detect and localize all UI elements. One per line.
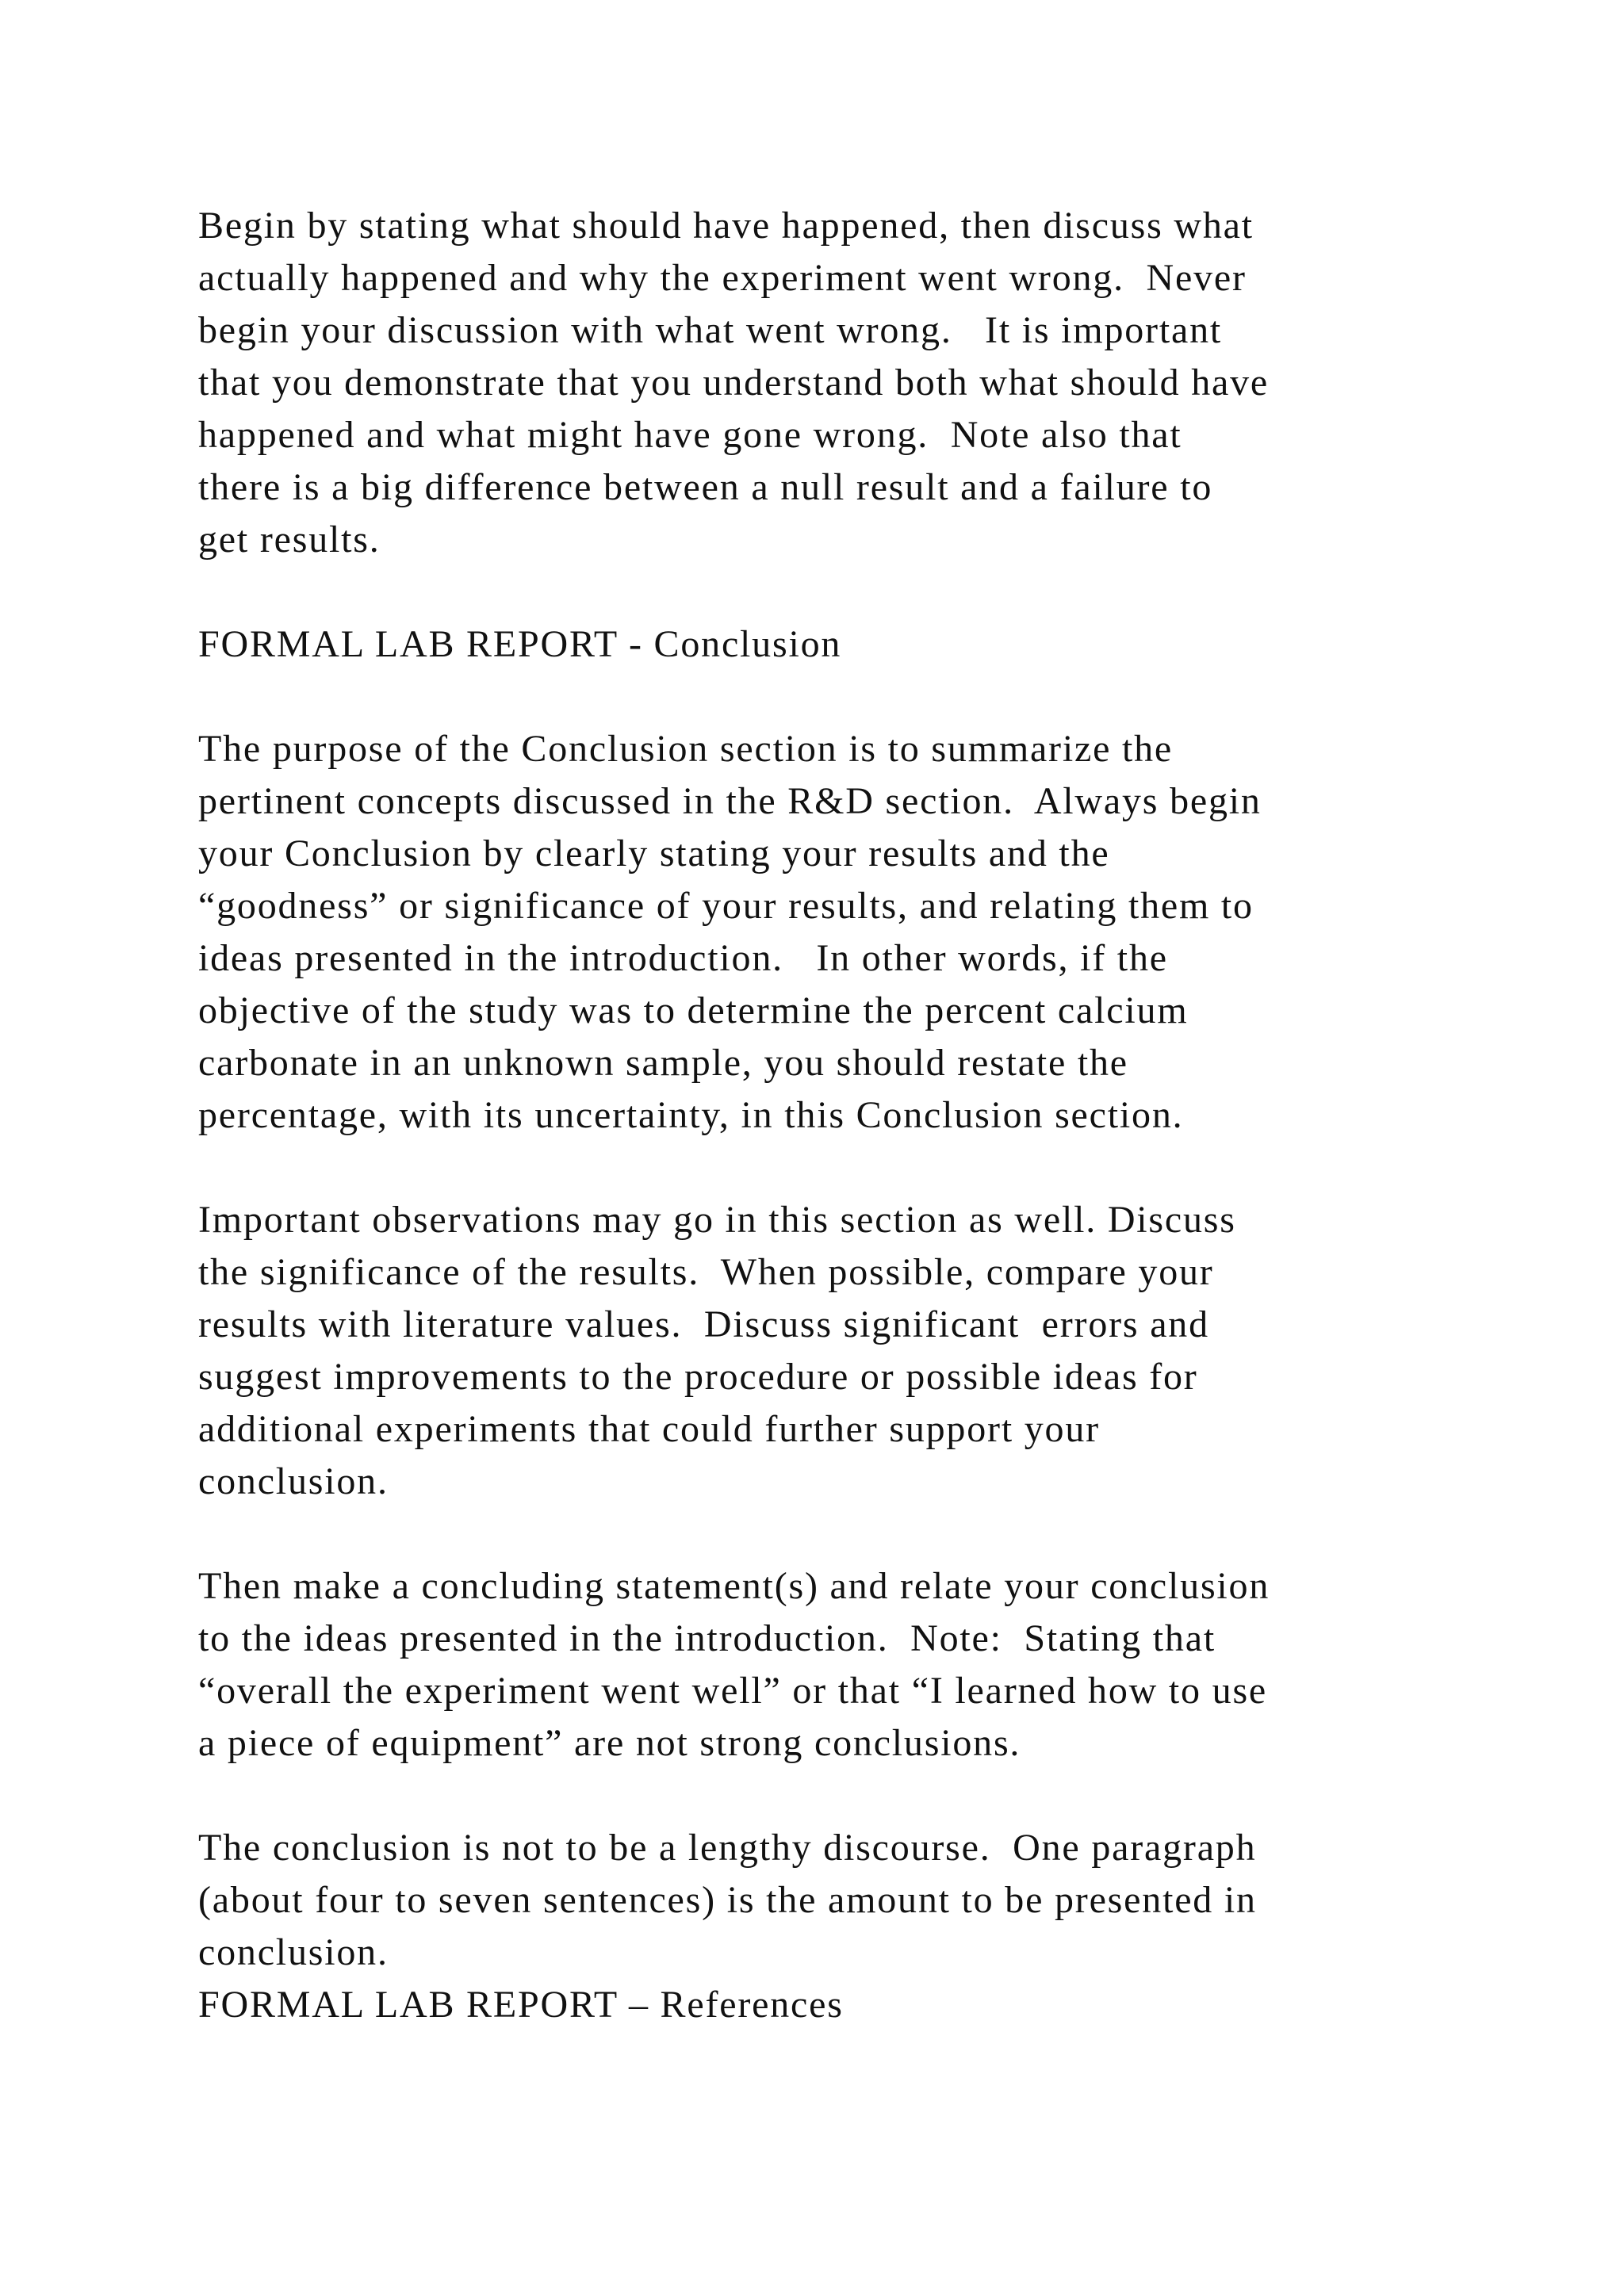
paragraph-spacer xyxy=(198,1770,1507,1822)
paragraph-line: to the ideas presented in the introduction. Note: Stating that xyxy=(198,1617,1216,1659)
paragraph-observations xyxy=(198,1194,1507,1508)
paragraph-line: percentage, with its uncertainty, in this Conclusion section. xyxy=(198,1094,1184,1136)
document-body xyxy=(198,200,1507,2031)
section-heading-conclusion: FORMAL LAB REPORT - Conclusion xyxy=(198,623,842,665)
section-heading-references: FORMAL LAB REPORT – References xyxy=(198,1984,844,2026)
paragraph-line: “goodness” or significance of your results, and relating them to xyxy=(198,885,1254,927)
paragraph-line: conclusion. xyxy=(198,1460,389,1502)
paragraph-spacer xyxy=(198,671,1507,723)
paragraph-line: a piece of equipment” are not strong conclusions. xyxy=(198,1722,1021,1764)
paragraph-line: carbonate in an unknown sample, you should restate the xyxy=(198,1042,1128,1084)
paragraph-line: additional experiments that could further support your xyxy=(198,1408,1100,1450)
paragraph-line: there is a big difference between a null result and a failure to xyxy=(198,466,1213,508)
paragraph-line: pertinent concepts discussed in the R&D section. Always begin xyxy=(198,780,1262,822)
paragraph-line: the significance of the results. When possible, compare your xyxy=(198,1251,1214,1293)
paragraph-line: conclusion. xyxy=(198,1931,389,1973)
paragraph-line: happened and what might have gone wrong. Note also that xyxy=(198,414,1182,456)
paragraph-line: The conclusion is not to be a lengthy discourse. One paragraph xyxy=(198,1827,1257,1869)
paragraph-line: results with literature values. Discuss significant errors and xyxy=(198,1303,1209,1345)
paragraph-line: The purpose of the Conclusion section is to summarize the xyxy=(198,728,1174,770)
paragraph-spacer xyxy=(198,1142,1507,1194)
paragraph-length-guidance xyxy=(198,1822,1507,1979)
paragraph-spacer xyxy=(198,566,1507,618)
paragraph-line: that you demonstrate that you understand both what should have xyxy=(198,362,1270,404)
paragraph-conclusion-purpose xyxy=(198,723,1507,1142)
paragraph-line: objective of the study was to determine the percent calcium xyxy=(198,989,1189,1031)
paragraph-concluding-statement xyxy=(198,1560,1507,1770)
paragraph-line: suggest improvements to the procedure or possible ideas for xyxy=(198,1356,1198,1398)
paragraph-line: ideas presented in the introduction. In other words, if the xyxy=(198,937,1168,979)
paragraph-line: get results. xyxy=(198,519,381,561)
paragraph-line: Begin by stating what should have happened, then discuss what xyxy=(198,205,1254,247)
paragraph-line: “overall the experiment went well” or that “I learned how to use xyxy=(198,1670,1268,1712)
paragraph-line: actually happened and why the experiment went wrong. Never xyxy=(198,257,1247,299)
paragraph-line: begin your discussion with what went wrong. It is important xyxy=(198,309,1223,351)
paragraph-spacer xyxy=(198,1508,1507,1560)
paragraph-line: (about four to seven sentences) is the amount to be presented in xyxy=(198,1879,1257,1921)
paragraph-line: Then make a concluding statement(s) and relate your conclusion xyxy=(198,1565,1270,1607)
paragraph-line: Important observations may go in this section as well. Discuss xyxy=(198,1199,1236,1241)
paragraph-failure-discussion xyxy=(198,200,1507,566)
paragraph-line: your Conclusion by clearly stating your results and the xyxy=(198,832,1110,874)
